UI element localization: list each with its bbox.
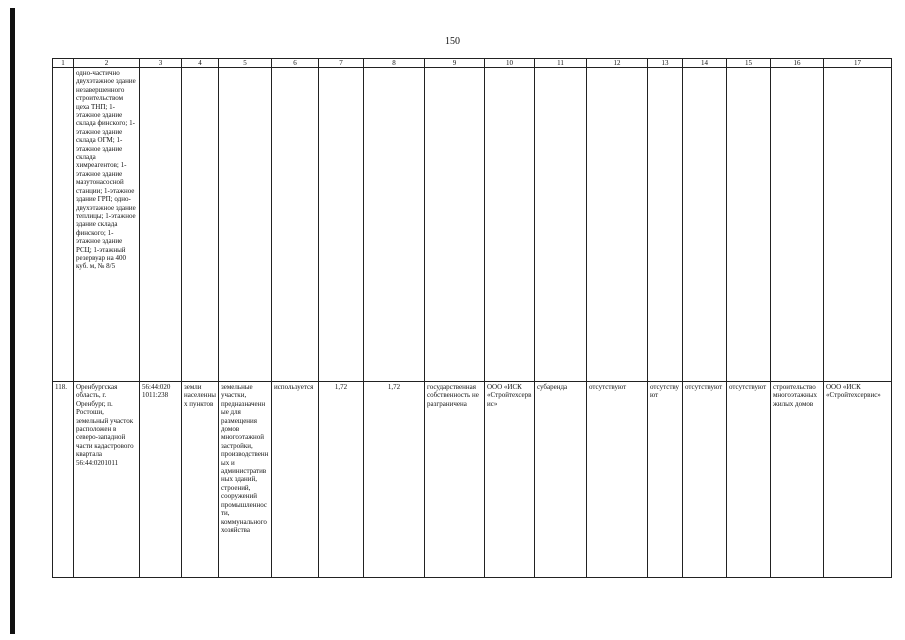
right-type-cell: субаренда [535, 382, 587, 578]
empty-cell [319, 68, 364, 382]
empty-cell [648, 68, 683, 382]
encumbrance-cell: отсутствуют [683, 382, 727, 578]
empty-cell [535, 68, 587, 382]
cadastral-number-cell: 56:44:020 1011:238 [140, 382, 182, 578]
empty-cell [485, 68, 535, 382]
object-description-cell: одно-частично двухэтажное здание незавершенного строительством цеха ТНП; 1-этажное здание склада финского; 1-этажное здание склада ОГМ; 1-этажное здание склада химреагентов; 1-этажное здание мазутонасосной станции; 1-этажное здание ГРП; одно-двухэтажное здание теплицы; 1-этажное здание склада финского; 1-этажное здание РСЦ; 1-этажный резервуар на 400 куб. м, № 8/5 [74, 68, 140, 382]
col-number: 11 [535, 59, 587, 68]
col-number: 8 [364, 59, 425, 68]
empty-cell [824, 68, 892, 382]
col-number: 17 [824, 59, 892, 68]
empty-cell [771, 68, 824, 382]
col-number: 15 [727, 59, 771, 68]
row-number-cell [53, 68, 74, 382]
user-cell: ООО «ИСК «Стройтехсервис» [824, 382, 892, 578]
area-cell: 1,72 [319, 382, 364, 578]
col-number: 16 [771, 59, 824, 68]
register-table [52, 58, 892, 578]
permitted-use-cell: земельные участки, предназначенные для размещения домов многоэтажной застройки, производственных и административных зданий, строений, сооружений промышленности, коммунального хозяйства [219, 382, 272, 578]
column-number-row [53, 59, 892, 68]
empty-cell [587, 68, 648, 382]
col-number: 1 [53, 59, 74, 68]
empty-cell [272, 68, 319, 382]
empty-cell [425, 68, 485, 382]
row-number-cell: 118. [53, 382, 74, 578]
col-number: 6 [272, 59, 319, 68]
col-number: 12 [587, 59, 648, 68]
usage-status-cell: используется [272, 382, 319, 578]
col-number: 5 [219, 59, 272, 68]
col-number: 9 [425, 59, 485, 68]
binding-edge [10, 8, 15, 634]
col-number: 3 [140, 59, 182, 68]
col-number: 2 [74, 59, 140, 68]
empty-cell [140, 68, 182, 382]
table-row-continued [53, 68, 892, 382]
encumbrance-cell: отсутствуют [648, 382, 683, 578]
area-cell: 1,72 [364, 382, 425, 578]
col-number: 4 [182, 59, 219, 68]
empty-cell [182, 68, 219, 382]
table-row-118 [53, 382, 892, 578]
page-number: 150 [445, 36, 460, 47]
empty-cell [727, 68, 771, 382]
encumbrance-cell: отсутствуют [727, 382, 771, 578]
col-number: 10 [485, 59, 535, 68]
empty-cell [683, 68, 727, 382]
ownership-cell: государственная собственность не разграничена [425, 382, 485, 578]
planned-use-cell: строительство многоэтажных жилых домов [771, 382, 824, 578]
col-number: 14 [683, 59, 727, 68]
empty-cell [364, 68, 425, 382]
holder-cell: ООО «ИСК «Стройтехсервис» [485, 382, 535, 578]
encumbrance-cell: отсутствуют [587, 382, 648, 578]
empty-cell [219, 68, 272, 382]
land-category-cell: земли населенных пунктов [182, 382, 219, 578]
address-cell: Оренбургская область, г. Оренбург, п. Ростоши, земельный участок расположен в северо-западной части кадастрового квартала 56:44:0201011 [74, 382, 140, 578]
col-number: 7 [319, 59, 364, 68]
col-number: 13 [648, 59, 683, 68]
